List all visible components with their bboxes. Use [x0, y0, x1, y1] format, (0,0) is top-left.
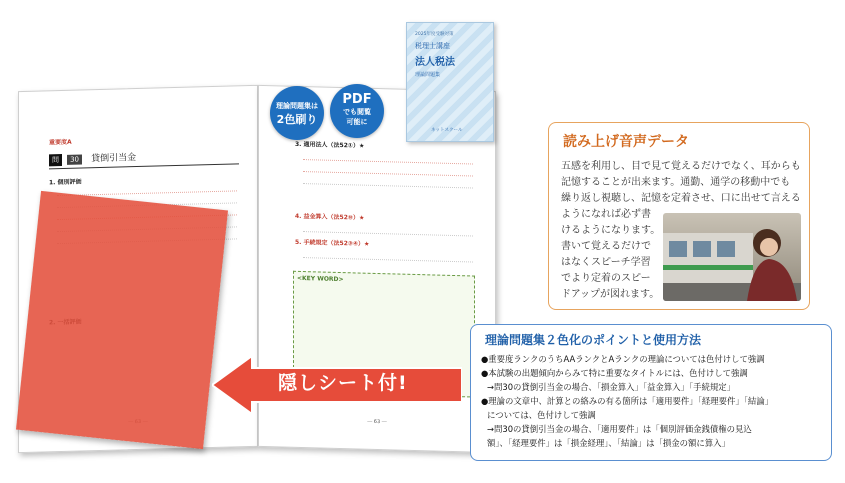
- badge-line1: 理論問題集は: [276, 102, 318, 110]
- two-color-badge: [270, 86, 324, 140]
- item-income-inclusion: 4. 益金算入（法52⑩）★: [295, 212, 365, 222]
- info-line: ●重要度ランクのうちAAランクとAランクの理論については色付けして強調: [481, 354, 765, 364]
- cover-publisher: ネットスクール: [431, 128, 463, 133]
- pdf-line3: 可能に: [346, 118, 368, 126]
- question-header: [49, 142, 239, 169]
- two-color-info-panel: [470, 324, 832, 461]
- keyword-label: <KEY WORD>: [297, 274, 344, 284]
- text-line: [303, 175, 473, 188]
- question-number: 30: [67, 154, 82, 164]
- commuter-photo: [663, 213, 801, 301]
- cover-small-label: 2025年度受験対策: [415, 32, 454, 37]
- badge-line2: 2色刷り: [276, 113, 318, 126]
- text-line: [303, 223, 473, 236]
- sheet-label: 隠しシート付!: [278, 372, 408, 394]
- rank-label: 重要度A: [49, 138, 72, 147]
- right-page-number: ― 63 ―: [367, 418, 387, 426]
- audio-line: 書いて覚えるだけで: [561, 241, 651, 252]
- audio-line: ようになれば必ず書: [561, 209, 651, 220]
- audio-line: 五感を利用し、目で見て覚えるだけでなく、耳からも: [561, 161, 801, 172]
- audio-line: 繰り返し視聴し、記憶を定着させ、口に出せて言える: [561, 193, 801, 204]
- text-line: [303, 249, 473, 262]
- info-line: →問30の貸倒引当金の場合、「適用要件」は「個別評価金銭債権の見込: [487, 424, 752, 434]
- audio-line: はなくスピーチ学習: [561, 257, 651, 268]
- pdf-badge: [330, 84, 384, 138]
- audio-line: けるようになります。: [561, 225, 661, 236]
- chapter-label: 問: [49, 154, 62, 166]
- info-line: 額」、「経理要件」は「損金経理」、「結論」は「損金の額に算入」: [487, 438, 730, 448]
- audio-line: でより定着のスピー: [561, 273, 651, 284]
- pdf-line1: PDF: [342, 92, 372, 107]
- info-line: ●理論の文章中、計算との絡みの有る箇所は「適用要件」「経理要件」「結論」: [481, 396, 774, 406]
- cover-title: 法人税法: [415, 57, 455, 68]
- text-line: [57, 182, 237, 196]
- cover-subtitle: 理論問題集: [415, 72, 441, 78]
- item-applicable-corp: 3. 適用法人（法52①）★: [295, 140, 365, 150]
- info-title: 理論問題集２色化のポイントと使用方法: [485, 333, 702, 347]
- info-line: →問30の貸倒引当金の場合、「損金算入」「益金算入」「手続規定」: [487, 382, 735, 392]
- section-individual: 1. 個別評価: [49, 178, 82, 187]
- audio-line: ドアップが図れます。: [561, 289, 660, 300]
- book-cover: [406, 22, 494, 142]
- info-line: については、色付けして強調: [487, 410, 596, 420]
- audio-data-panel: [548, 122, 810, 310]
- pdf-line2: でも閲覧: [343, 108, 371, 116]
- info-line: ●本試験の出題傾向からみて特に重要なタイトルには、色付けして強調: [481, 368, 748, 378]
- red-hiding-sheet: [16, 191, 228, 449]
- audio-title: 読み上げ音声データ: [563, 134, 689, 150]
- text-line: [303, 163, 473, 176]
- info-body: [481, 352, 826, 450]
- audio-line: 記憶することが出来ます。通勤、通学の移動中でも: [561, 177, 791, 188]
- item-procedure: 5. 手続規定（法52③④）★: [295, 238, 370, 248]
- question-title: 貸倒引当金: [91, 153, 137, 165]
- cover-series: 税理士講座: [415, 42, 450, 50]
- text-line: [303, 151, 473, 164]
- train-photo-icon: [663, 213, 801, 301]
